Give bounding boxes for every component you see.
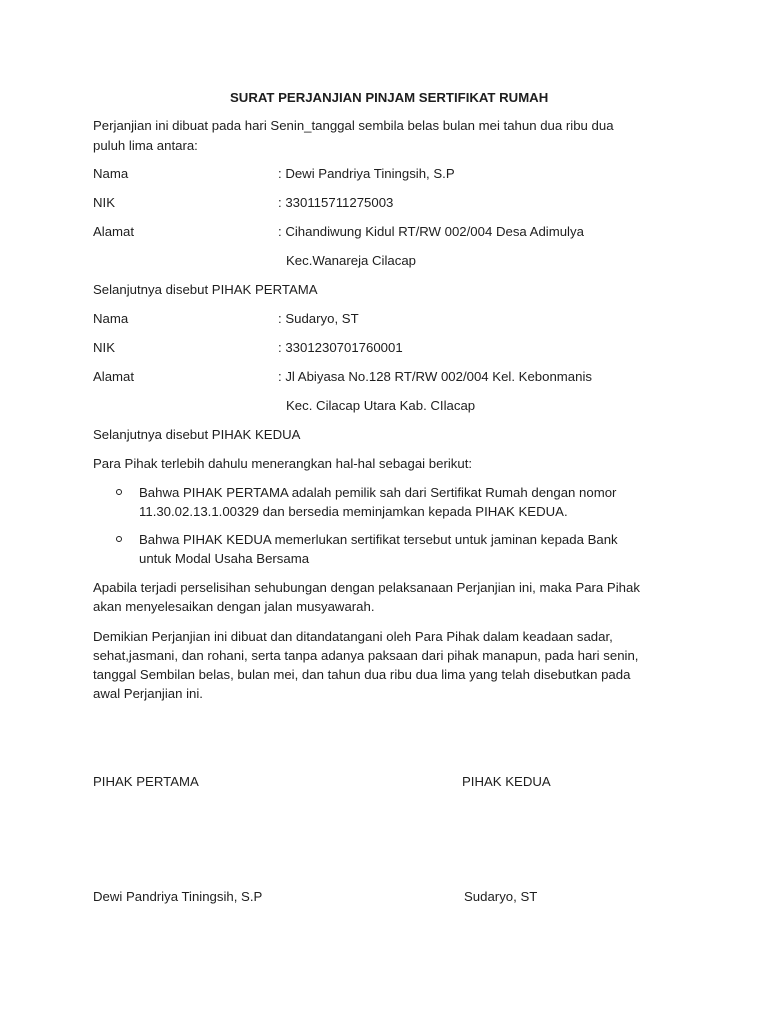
bullet-icon	[116, 536, 122, 542]
paragraph-line: sehat,jasmani, dan rohani, serta tanpa adanya paksaan dari pihak manapun, pada hari senin,	[93, 648, 639, 663]
paragraph-line: Demikian Perjanjian ini dibuat dan ditandatangani oleh Para Pihak dalam keadaan sadar,	[93, 629, 613, 644]
field-value-alamat: : Cihandiwung Kidul RT/RW 002/004 Desa Adimulya	[278, 224, 584, 239]
party-designation: Selanjutnya disebut PIHAK KEDUA	[93, 427, 301, 442]
paragraph-line: Apabila terjadi perselisihan sehubungan dengan pelaksanaan Perjanjian ini, maka Para Pihak	[93, 580, 640, 595]
bullet-icon	[116, 489, 122, 495]
intro-line: Perjanjian ini dibuat pada hari Senin_tanggal sembila belas bulan mei tahun dua ribu dua	[93, 118, 614, 133]
intro-line: puluh lima antara:	[93, 138, 198, 153]
signature-role-left: PIHAK PERTAMA	[93, 774, 199, 789]
document-title: SURAT PERJANJIAN PINJAM SERTIFIKAT RUMAH	[230, 90, 549, 105]
field-value-nama: : Sudaryo, ST	[278, 311, 359, 326]
paragraph-line: akan menyelesaikan dengan jalan musyawarah.	[93, 599, 375, 614]
field-value-alamat-cont: Kec. Cilacap Utara Kab. CIlacap	[286, 398, 476, 413]
list-item-line: Bahwa PIHAK KEDUA memerlukan sertifikat tersebut untuk jaminan kepada Bank	[139, 532, 618, 547]
paragraph-line: tanggal Sembilan belas, bulan mei, dan tahun dua ribu dua lima yang telah disebutkan pada	[93, 667, 631, 682]
party-designation: Selanjutnya disebut PIHAK PERTAMA	[93, 282, 318, 297]
field-label-nama: Nama	[93, 311, 129, 326]
signature-role-right: PIHAK KEDUA	[462, 774, 551, 789]
preamble: Para Pihak terlebih dahulu menerangkan hal-hal sebagai berikut:	[93, 456, 473, 471]
signature-name-right: Sudaryo, ST	[464, 889, 538, 904]
field-label-alamat: Alamat	[93, 369, 135, 384]
field-label-nik: NIK	[93, 195, 115, 210]
field-value-alamat-cont: Kec.Wanareja Cilacap	[286, 253, 416, 268]
field-label-nama: Nama	[93, 166, 129, 181]
field-value-nik: : 330115711275003	[278, 195, 394, 210]
paragraph-line: awal Perjanjian ini.	[93, 686, 203, 701]
field-value-nik: : 3301230701760001	[278, 340, 403, 355]
list-item-line: Bahwa PIHAK PERTAMA adalah pemilik sah dari Sertifikat Rumah dengan nomor	[139, 485, 617, 500]
field-label-alamat: Alamat	[93, 224, 135, 239]
signature-name-left: Dewi Pandriya Tiningsih, S.P	[93, 889, 263, 904]
list-item-line: untuk Modal Usaha Bersama	[139, 551, 310, 566]
field-value-nama: : Dewi Pandriya Tiningsih, S.P	[278, 166, 455, 181]
field-value-alamat: : Jl Abiyasa No.128 RT/RW 002/004 Kel. Kebonmanis	[278, 369, 592, 384]
field-label-nik: NIK	[93, 340, 115, 355]
list-item-line: 11.30.02.13.1.00329 dan bersedia meminjamkan kepada PIHAK KEDUA.	[139, 504, 568, 519]
